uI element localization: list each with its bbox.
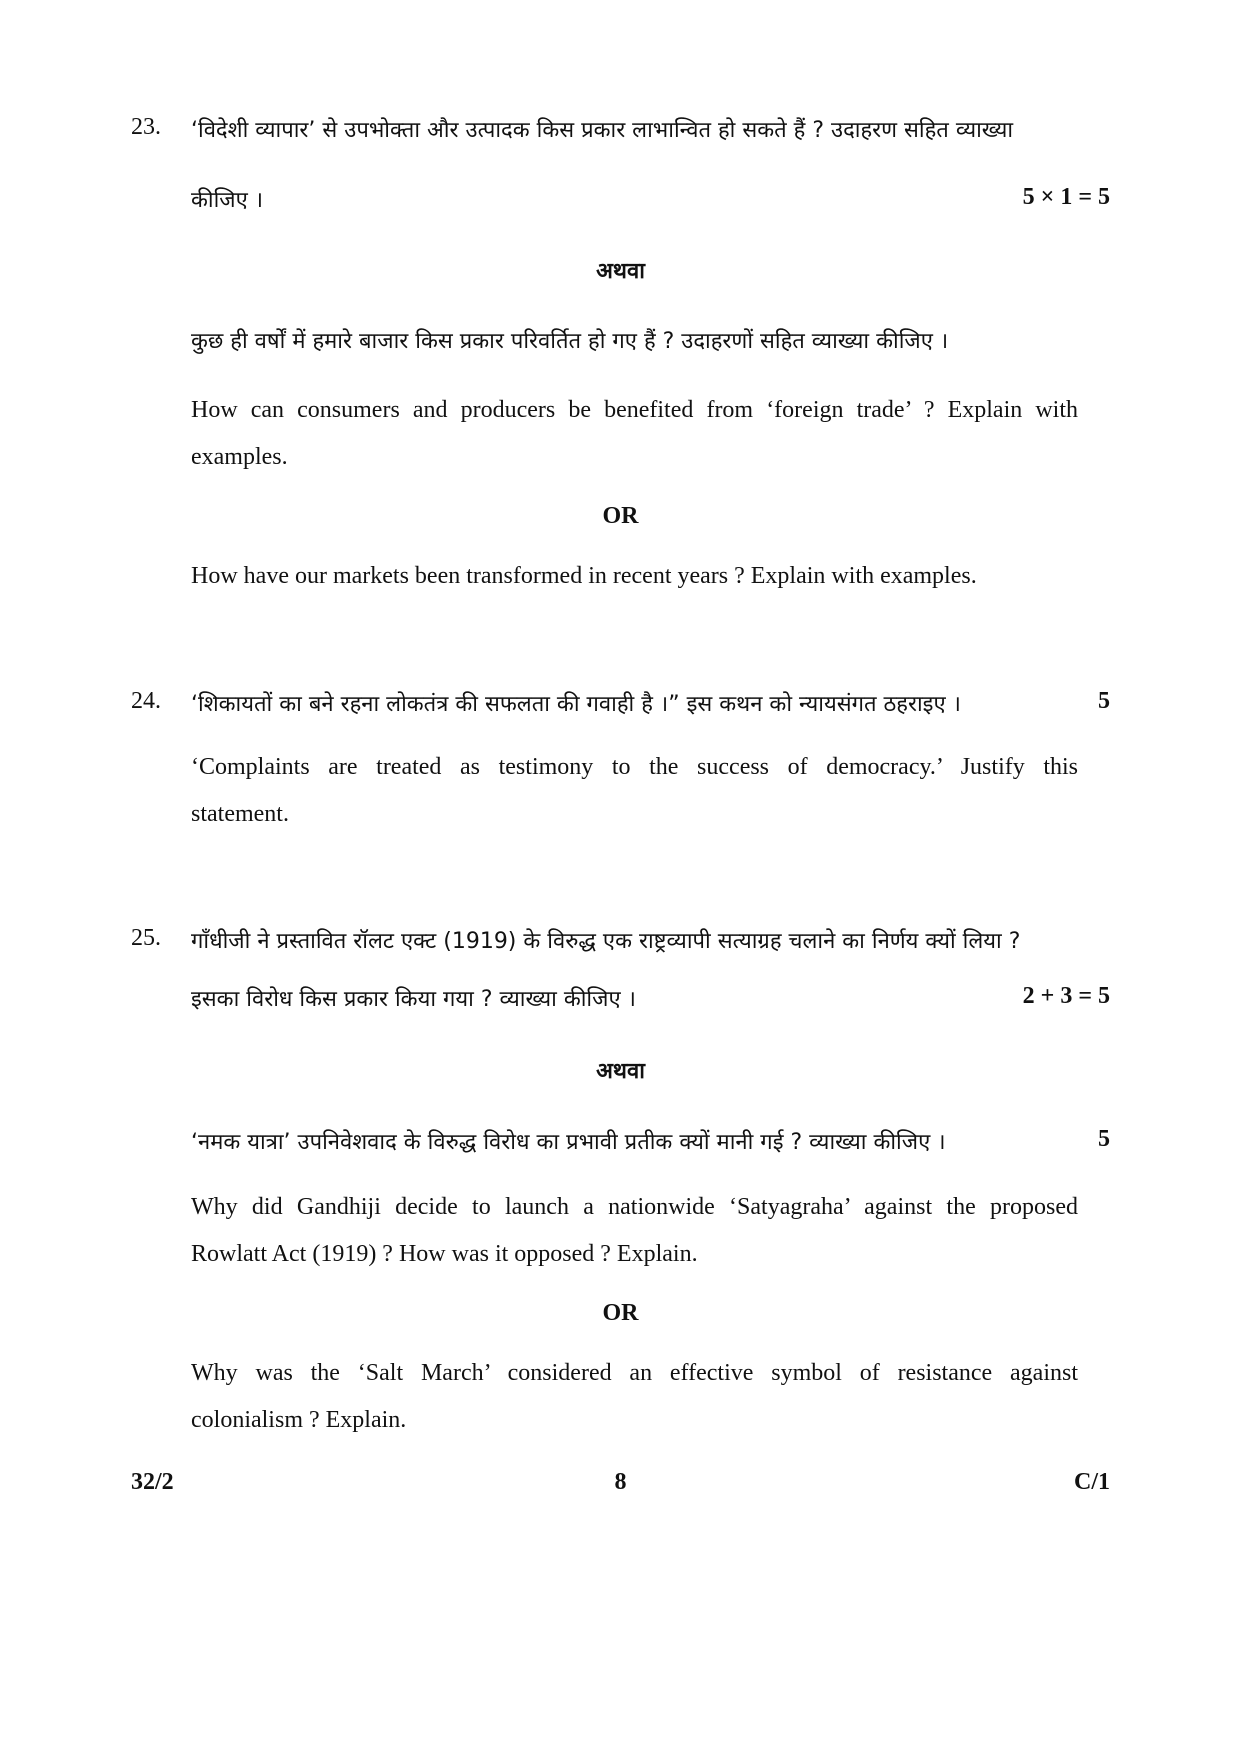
question-text-english: How have our markets been transformed in recent years ? Explain with examples.: [191, 563, 977, 589]
question-text-english: examples.: [191, 444, 288, 470]
question-text-hindi: ‘नमक यात्रा’ उपनिवेशवाद के विरुद्ध विरोध का प्रभावी प्रतीक क्यों मानी गई ? व्याख्या कीजिए ।: [191, 1130, 946, 1155]
question-text-english: Why was the ‘Salt March’ considered an effective symbol of resistance against: [191, 1360, 1078, 1386]
or-separator-english: OR: [602, 503, 639, 529]
question-text-english: How can consumers and producers be benefited from ‘foreign trade’ ? Explain with: [191, 397, 1078, 423]
question-number: 25.: [131, 925, 161, 951]
question-number: 23.: [131, 114, 161, 140]
paper-code: 32/2: [131, 1469, 174, 1495]
or-separator-hindi: अथवा: [596, 1059, 645, 1084]
question-text-hindi: कीजिए ।: [191, 188, 264, 213]
set-code: C/1: [1074, 1469, 1110, 1495]
question-text-hindi: ‘शिकायतों का बने रहना लोकतंत्र की सफलता की गवाही है ।” इस कथन को न्यायसंगत ठहराइए ।: [191, 692, 961, 717]
question-text-english: statement.: [191, 801, 289, 827]
question-text-english: Rowlatt Act (1919) ? How was it opposed ? Explain.: [191, 1241, 698, 1267]
marks-label: 5 × 1 = 5: [1022, 184, 1110, 210]
question-text-english: colonialism ? Explain.: [191, 1407, 407, 1433]
question-text-english: Why did Gandhiji decide to launch a nationwide ‘Satyagraha’ against the proposed: [191, 1194, 1078, 1220]
or-separator-english: OR: [602, 1300, 639, 1326]
question-text-hindi: कुछ ही वर्षों में हमारे बाजार किस प्रकार परिवर्तित हो गए हैं ? उदाहरणों सहित व्याख्या कीजिए ।: [191, 329, 949, 354]
marks-label: 5: [1098, 1126, 1110, 1152]
question-text-hindi: इसका विरोध किस प्रकार किया गया ? व्याख्या कीजिए ।: [191, 987, 636, 1012]
or-separator-hindi: अथवा: [596, 259, 645, 284]
question-text-english: ‘Complaints are treated as testimony to the success of democracy.’ Justify this: [191, 754, 1078, 780]
question-text-hindi: ‘विदेशी व्यापार’ से उपभोक्ता और उत्पादक किस प्रकार लाभान्वित हो सकते हैं ? उदाहरण सहित व्याख्या: [191, 118, 1014, 143]
marks-label: 5: [1098, 688, 1110, 714]
question-text-hindi: गाँधीजी ने प्रस्तावित रॉलट एक्ट (1919) के विरुद्ध एक राष्ट्रव्यापी सत्याग्रह चलाने का निर्णय क्यों लिया ?: [191, 929, 1021, 954]
marks-label: 2 + 3 = 5: [1022, 983, 1110, 1009]
page-number: 8: [614, 1469, 627, 1495]
question-number: 24.: [131, 688, 161, 714]
